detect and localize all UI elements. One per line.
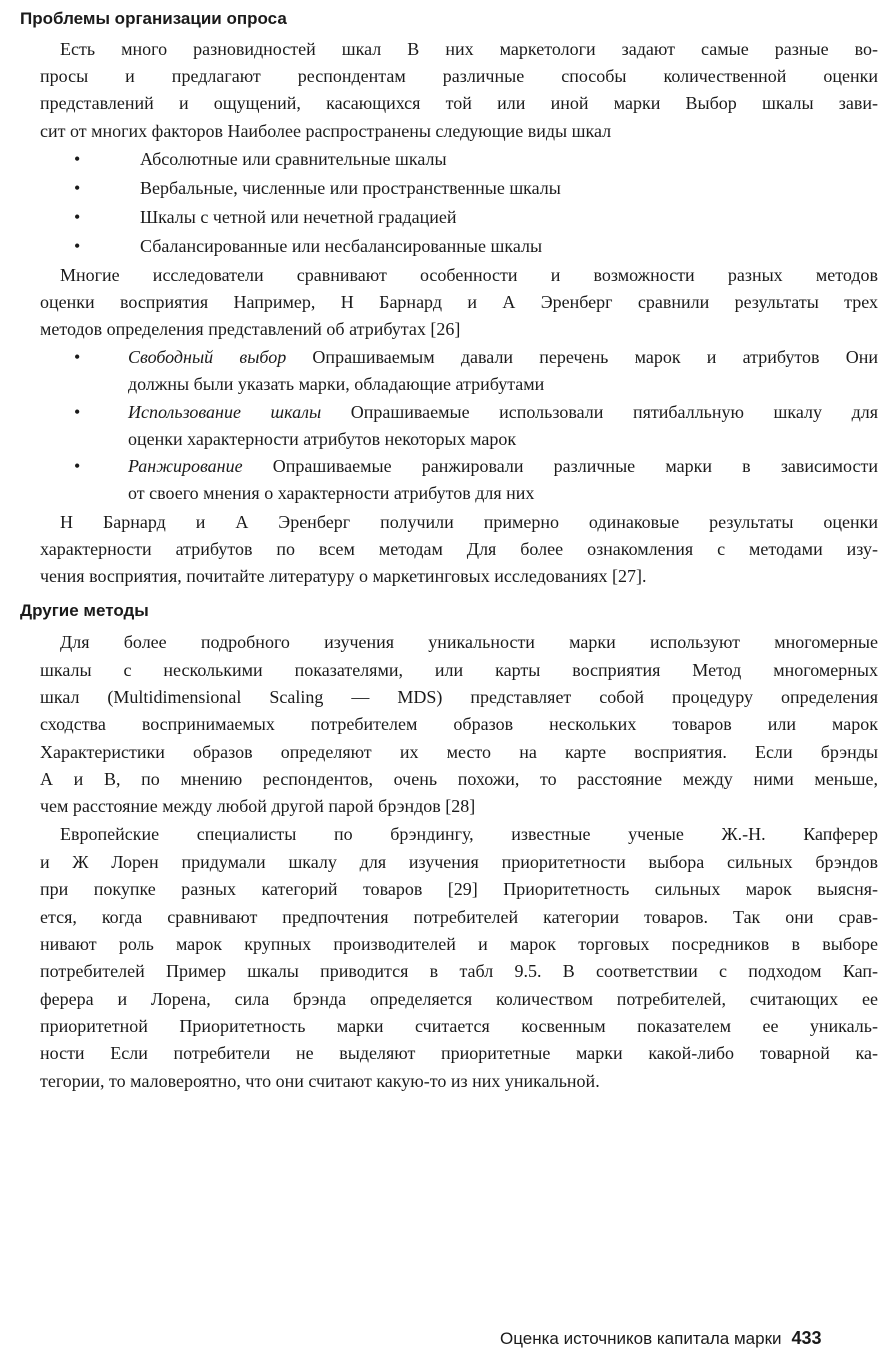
term: Ранжирование [128,456,243,476]
text-line: Для более подробного изучения уникальности марки используют многомерные [60,632,878,652]
text-line: приоритетной Приоритетность марки считается косвенным показателем ее уникаль- [40,1016,878,1036]
bullet-icon: • [74,178,81,198]
text-line: ферера и Лорена, сила брэнда определяется количеством потребителей, считающих ее [40,989,878,1009]
page-footer [500,1328,822,1349]
page-number: 433 [791,1328,822,1348]
bullet-icon: • [74,207,81,227]
bullet-icon: • [74,347,81,367]
section-heading-survey-problems: Проблемы организации опроса [20,9,287,28]
list-item [128,346,878,368]
list-item: Абсолютные или сравнительные шкалы [140,149,447,169]
list-item-continuation: должны были указать марки, обладающие атрибутами [128,374,545,394]
text-line: Н Барнард и А Эренберг получили примерно одинаковые результаты оценки [60,512,878,532]
term: Свободный выбор [128,347,287,367]
text-line: сходства воспринимаемых потребителем образов нескольких товаров или марок [40,714,878,734]
term: Использование шкалы [128,402,322,422]
text-line: чем расстояние между любой другой парой брэндов [28] [40,796,476,816]
text-line: А и В, по мнению респондентов, очень похожи, то расстояние между ними меньше, [40,769,878,789]
text-line: тегории, то маловероятно, что они считают какую-то из них уникальной. [40,1071,600,1091]
text-line: при покупке разных категорий товаров [29] Приоритетность сильных марок выясня- [40,879,878,899]
list-item: Сбалансированные или несбалансированные шкалы [140,236,543,256]
text-line: Многие исследователи сравнивают особенности и возможности разных методов [60,265,878,285]
list-item [128,455,878,477]
text-line: просы и предлагают респондентам различные способы количественной оценки [40,66,878,86]
text-line: Есть много разновидностей шкал В них маркетологи задают самые разные во- [60,39,878,59]
text: Опрашиваемые ранжировали различные марки в зависимости [242,456,878,476]
section-heading-other-methods: Другие методы [20,601,149,620]
list-item-continuation: от своего мнения о характерности атрибутов для них [128,483,535,503]
text-line: шкалы с несколькими показателями, или карты восприятия Метод многомерных [40,660,878,680]
bullet-icon: • [74,149,81,169]
text-line: методов определения представлений об атрибутах [26] [40,319,461,339]
running-title: Оценка источников капитала марки [500,1329,782,1348]
bullet-icon: • [74,456,81,476]
text-line: Характеристики образов определяют их место на карте восприятия. Если брэнды [40,742,878,762]
text-line: ности Если потребители не выделяют приоритетные марки какой-либо товарной ка- [40,1043,878,1063]
text-line: характерности атрибутов по всем методам Для более ознакомления с методами изу- [40,539,878,559]
text-line: чения восприятия, почитайте литературу о маркетинговых исследованиях [27]. [40,566,647,586]
text-line: Европейские специалисты по брэндингу, известные ученые Ж.-Н. Капферер [60,824,878,844]
list-item: Вербальные, численные или пространственные шкалы [140,178,561,198]
list-item-continuation: оценки характерности атрибутов некоторых марок [128,429,517,449]
list-item [128,401,878,423]
text-line: представлений и ощущений, касающихся той или иной марки Выбор шкалы зави- [40,93,878,113]
text-line: потребителей Пример шкалы приводится в табл 9.5. В соответствии с подходом Кап- [40,961,878,981]
text-line: шкал (Multidimensional Scaling — MDS) представляет собой процедуру определения [40,687,878,707]
text-line: нивают роль марок крупных производителей и марок торговых посредников в выборе [40,934,878,954]
list-item: Шкалы с четной или нечетной градацией [140,207,457,227]
text-line: сит от многих факторов Наиболее распространены следующие виды шкал [40,121,612,141]
bullet-icon: • [74,236,81,256]
text-line: оценки восприятия Например, Н Барнард и А Эренберг сравнили результаты трех [40,292,878,312]
text: Опрашиваемым давали перечень марок и атрибутов Они [286,347,878,367]
text: Опрашиваемые использовали пятибалльную шкалу для [321,402,879,422]
text-line: и Ж Лорен придумали шкалу для изучения приоритетности выбора сильных брэндов [40,852,878,872]
bullet-icon: • [74,402,81,422]
text-line: ется, когда сравнивают предпочтения потребителей категории товаров. Так они срав- [40,907,878,927]
